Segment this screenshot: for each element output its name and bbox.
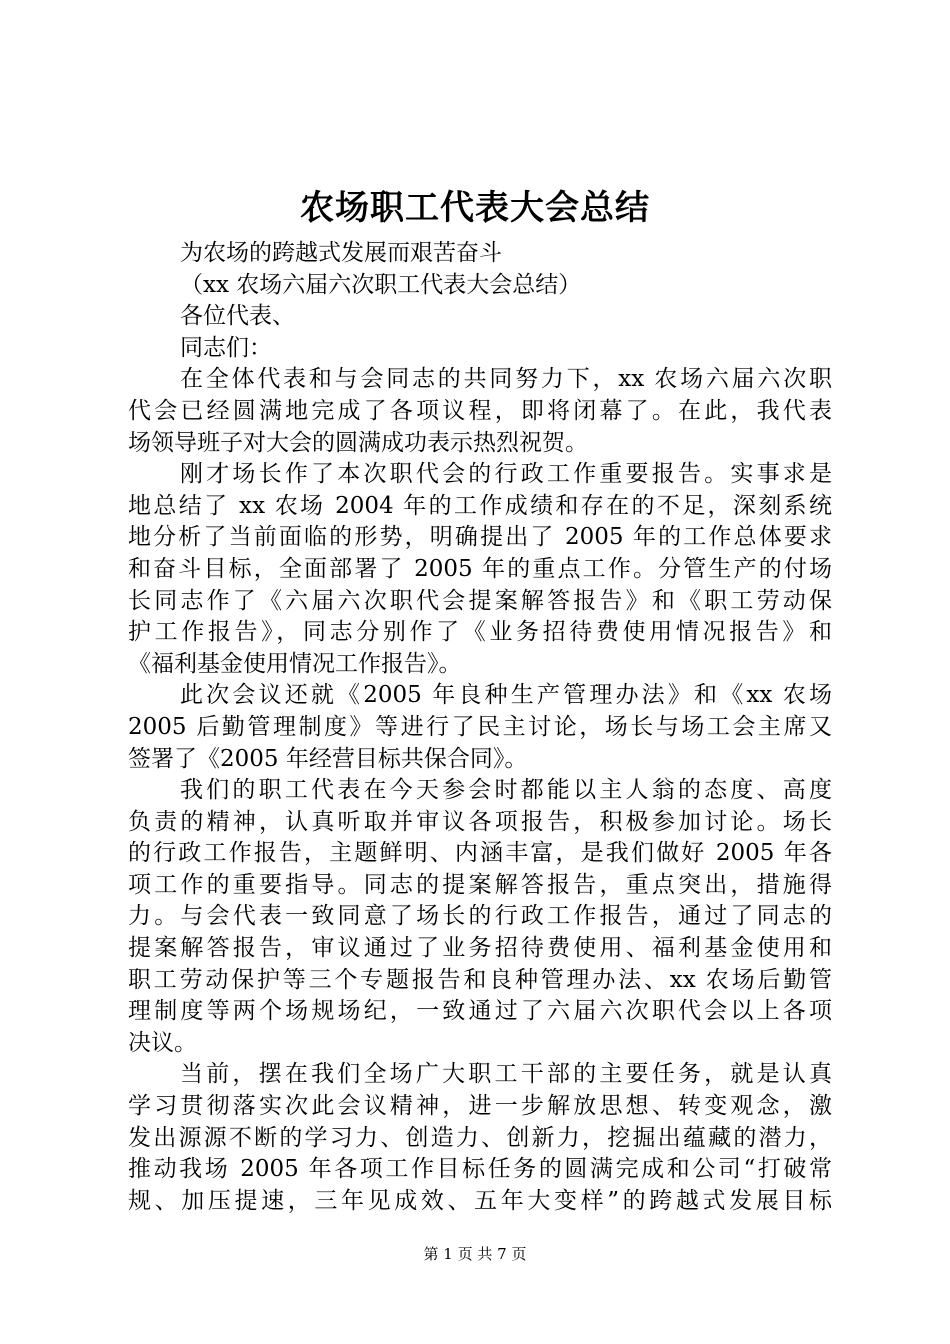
- text-line: （xx 农场六届六次职工代表大会总结）: [180, 271, 582, 298]
- text-line: 地分析了当前面临的形势，明确提出了 2005 年的工作总体要求: [128, 524, 832, 551]
- text-line: 地总结了 xx 农场 2004 年的工作成绩和存在的不足，深刻系统: [128, 492, 832, 519]
- text-line: 在全体代表和与会同志的共同努力下，xx 农场六届六次职: [180, 366, 832, 393]
- text-line: 学习贯彻落实次此会议精神，进一步解放思想、转变观念，激: [128, 1093, 832, 1120]
- text-line: 和奋斗目标，全面部署了 2005 年的重点工作。分管生产的付场: [128, 555, 832, 582]
- text-line: 理制度等两个场规场纪，一致通过了六届六次职代会以上各项: [128, 998, 832, 1025]
- text-line: 场领导班子对大会的圆满成功表示热烈祝贺。: [128, 429, 588, 456]
- text-line: 的行政工作报告，主题鲜明、内涵丰富，是我们做好 2005 年各: [128, 840, 832, 867]
- text-line: 提案解答报告，审议通过了业务招待费使用、福利基金使用和: [128, 935, 832, 962]
- text-line: 推动我场 2005 年各项工作目标任务的圆满完成和公司“打破常: [128, 1156, 832, 1183]
- page-footer: 第 1 页 共 7 页: [423, 1245, 527, 1263]
- text-line: 当前，摆在我们全场广大职工干部的主要任务，就是认真: [180, 1061, 832, 1088]
- text-line: 为农场的跨越式发展而艰苦奋斗: [180, 240, 502, 266]
- text-line: 此次会议还就《2005 年良种生产管理办法》和《xx 农场: [180, 682, 832, 709]
- document-body: [128, 238, 832, 1217]
- text-line: 我们的职工代表在今天参会时都能以主人翁的态度、高度: [180, 777, 832, 804]
- text-line: 护工作报告》，同志分别作了《业务招待费使用情况报告》和: [128, 619, 832, 646]
- text-line: 决议。: [128, 1029, 197, 1056]
- text-line: 签署了《2005 年经营目标共保合同》。: [128, 745, 528, 772]
- document-title: 农场职工代表大会总结: [300, 188, 650, 228]
- text-line: 代会已经圆满地完成了各项议程，即将闭幕了。在此，我代表: [128, 397, 832, 424]
- text-line: 2005 后勤管理制度》等进行了民主讨论，场长与场工会主席又: [128, 713, 832, 740]
- text-line: 各位代表、: [180, 303, 295, 330]
- text-line: 《福利基金使用情况工作报告》。: [128, 650, 462, 677]
- text-line: 发出源源不断的学习力、创造力、创新力，挖掘出蕴藏的潜力，: [128, 1124, 832, 1151]
- text-line: 同志们：: [180, 334, 272, 361]
- text-line: 长同志作了《六届六次职代会提案解答报告》和《职工劳动保: [128, 587, 832, 614]
- text-line: 力。与会代表一致同意了场长的行政工作报告，通过了同志的: [128, 903, 832, 930]
- text-line: 刚才场长作了本次职代会的行政工作重要报告。实事求是: [180, 461, 832, 488]
- text-line: 职工劳动保护等三个专题报告和良种管理办法、xx 农场后勤管: [128, 966, 832, 993]
- text-line: 项工作的重要指导。同志的提案解答报告，重点突出，措施得: [128, 871, 832, 898]
- text-line: 负责的精神，认真听取并审议各项报告，积极参加讨论。场长: [128, 808, 832, 835]
- text-line: 规、加压提速，三年见成效、五年大变样”的跨越式发展目标: [128, 1187, 832, 1214]
